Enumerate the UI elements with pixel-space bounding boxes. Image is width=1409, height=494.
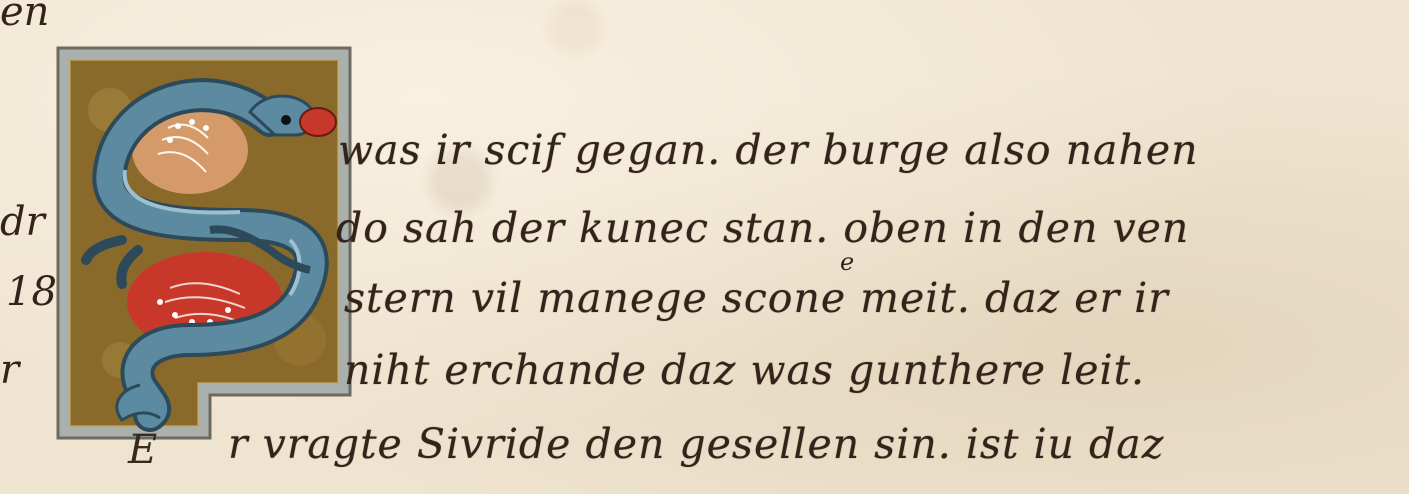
left-margin-fragment-1: dr xyxy=(0,199,45,245)
left-margin-fragment-2: 18 xyxy=(6,269,57,315)
text-line-3: stern vil manege scone meit. daz er ir xyxy=(344,274,1169,322)
text-line-4: niht erchande daz was gunthere leit. xyxy=(344,346,1146,394)
left-margin-fragment-3: r xyxy=(0,347,20,393)
top-margin-fragment: en xyxy=(0,0,50,35)
illuminated-initial xyxy=(50,40,360,450)
bottom-initial-fragment: E xyxy=(128,427,158,473)
text-line-1: was ir scif gegan. der burge also nahen xyxy=(338,126,1199,174)
text-line-2: do sah der kunec stan. oben in den ven xyxy=(336,204,1190,252)
text-line-5: r vragte Sivride den gesellen sin. ist iu daz xyxy=(228,420,1165,468)
superscript-e: e xyxy=(840,248,855,276)
